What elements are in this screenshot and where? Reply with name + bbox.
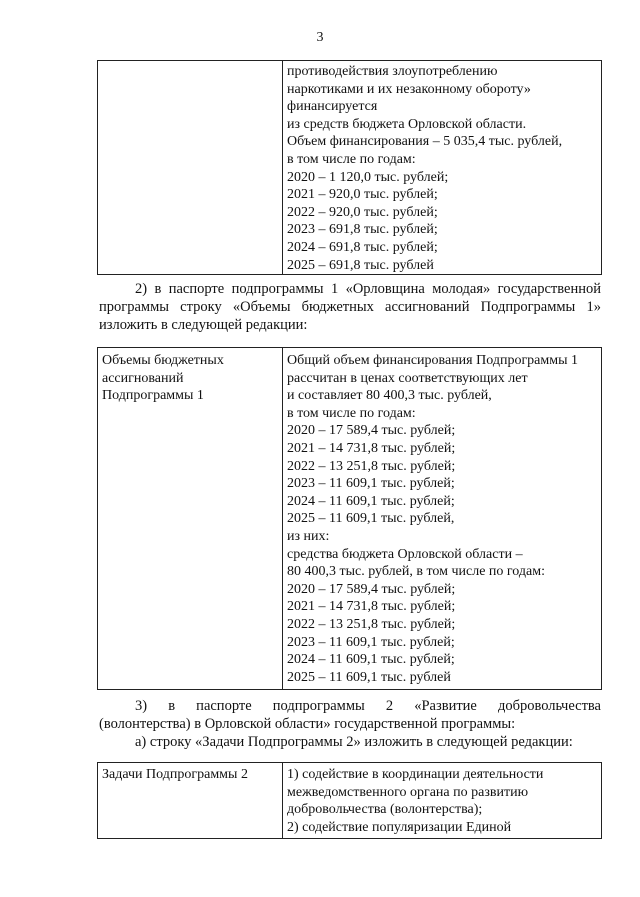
cell-line: 80 400,3 тыс. рублей, в том числе по годам:	[287, 564, 545, 580]
cell-line: 2025 – 11 609,1 тыс. рублей,	[287, 511, 455, 527]
table-cell-right	[283, 348, 602, 690]
paragraph-line: программы строку «Объемы бюджетных ассигнований Подпрограммы 1»	[99, 299, 601, 315]
table-cell-left	[98, 348, 283, 690]
cell-line: в том числе по годам:	[287, 151, 416, 167]
cell-line: 2022 – 13 251,8 тыс. рублей;	[287, 458, 456, 474]
cell-line: Объемы бюджетных	[102, 353, 224, 368]
table-subprogram-tasks	[97, 762, 602, 839]
cell-line: противодействия злоупотреблению	[287, 64, 498, 79]
cell-line: Объем финансирования – 5 035,4 тыс. рублей,	[287, 134, 563, 150]
paragraph-line: изложить в следующей редакции:	[99, 317, 308, 333]
table-row	[98, 348, 602, 690]
cell-line: 2021 – 920,0 тыс. рублей;	[287, 187, 438, 203]
cell-line: 2024 – 691,8 тыс. рублей;	[287, 239, 438, 255]
cell-line: 2021 – 14 731,8 тыс. рублей;	[287, 599, 456, 615]
cell-line: 2022 – 920,0 тыс. рублей;	[287, 204, 438, 220]
table-budget-allocations	[97, 347, 602, 690]
cell-line: 2024 – 11 609,1 тыс. рублей;	[287, 493, 455, 509]
cell-line: средства бюджета Орловской области –	[287, 546, 523, 562]
paragraph-line: а) строку «Задачи Подпрограммы 2» изложить в следующей редакции:	[135, 734, 573, 750]
cell-line: межведомственного органа по развитию	[287, 784, 529, 800]
cell-line: 2025 – 691,8 тыс. рублей	[287, 257, 434, 273]
cell-line: Подпрограммы 1	[102, 388, 204, 404]
paragraph-3	[99, 697, 601, 751]
cell-line: из них:	[287, 528, 330, 544]
cell-line: 2025 – 11 609,1 тыс. рублей	[287, 669, 451, 685]
table-row	[98, 763, 602, 839]
cell-line: 2021 – 14 731,8 тыс. рублей;	[287, 440, 456, 456]
paragraph-line: 2) в паспорте подпрограммы 1 «Орловщина молодая» государственной	[135, 281, 601, 297]
table-cell-right	[283, 763, 602, 839]
paragraph-line: 3) в паспорте подпрограммы 2 «Развитие добровольчества	[135, 698, 601, 714]
cell-line: и составляет 80 400,3 тыс. рублей,	[287, 388, 492, 404]
cell-line: 2022 – 13 251,8 тыс. рублей;	[287, 616, 456, 632]
table-subprogram-funding	[97, 60, 602, 275]
cell-line: 2024 – 11 609,1 тыс. рублей;	[287, 652, 455, 668]
cell-line: 2023 – 11 609,1 тыс. рублей;	[287, 634, 455, 650]
cell-line: Общий объем финансирования Подпрограммы 1	[287, 353, 579, 368]
cell-line: наркотиками и их незаконному обороту»	[287, 81, 531, 97]
cell-line: в том числе по годам:	[287, 405, 416, 421]
paragraph-2	[99, 280, 601, 334]
cell-line: 2020 – 17 589,4 тыс. рублей;	[287, 423, 456, 439]
cell-line: 2020 – 17 589,4 тыс. рублей;	[287, 581, 456, 597]
cell-line: рассчитан в ценах соответствующих лет	[287, 370, 528, 386]
table-cell-right	[283, 61, 602, 275]
cell-line: добровольчества (волонтерства);	[287, 802, 483, 818]
paragraph-line: (волонтерства) в Орловской области» государственной программы:	[99, 716, 516, 732]
cell-line: 2020 – 1 120,0 тыс. рублей;	[287, 169, 449, 185]
cell-line: 2) содействие популяризации Единой	[287, 819, 512, 835]
cell-line: Задачи Подпрограммы 2	[102, 767, 248, 782]
table-row	[98, 61, 602, 275]
cell-line: ассигнований	[102, 370, 184, 386]
table-cell-left	[98, 763, 283, 839]
table-cell-left	[98, 61, 283, 275]
cell-line: финансируется	[287, 99, 378, 115]
cell-line: 2023 – 11 609,1 тыс. рублей;	[287, 476, 455, 492]
cell-line: из средств бюджета Орловской области.	[287, 116, 527, 132]
cell-line: 2023 – 691,8 тыс. рублей;	[287, 222, 438, 238]
page-number: 3	[316, 30, 324, 45]
cell-line: 1) содействие в координации деятельности	[287, 767, 544, 782]
